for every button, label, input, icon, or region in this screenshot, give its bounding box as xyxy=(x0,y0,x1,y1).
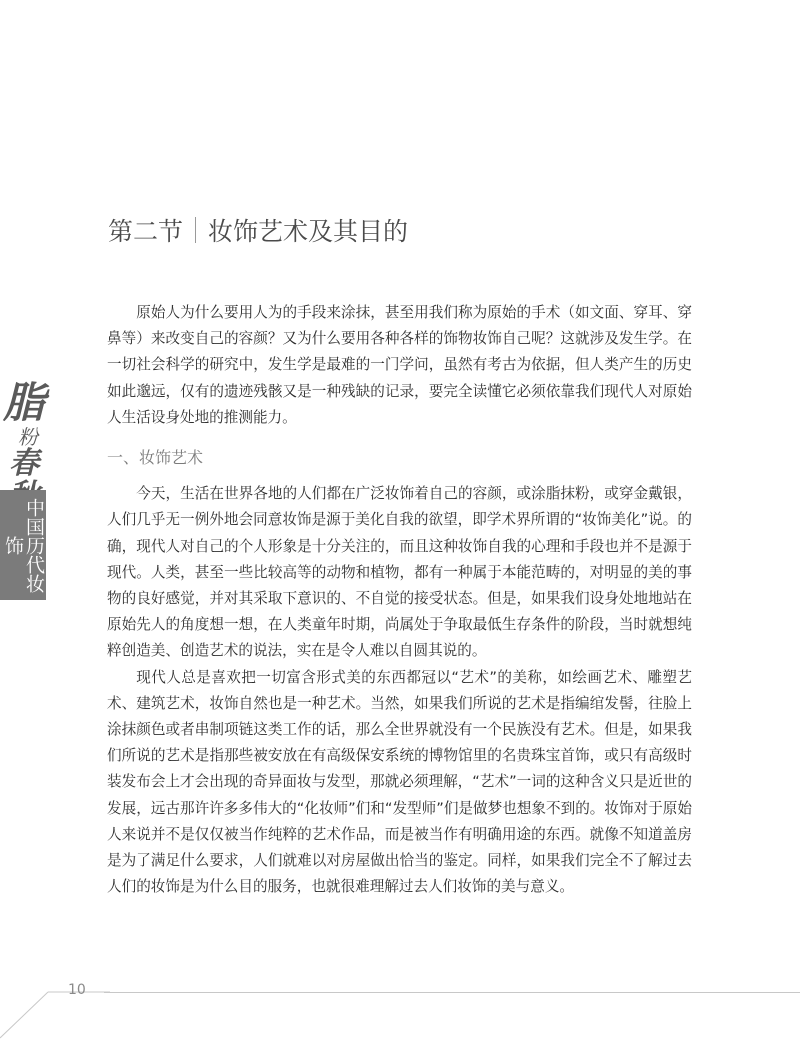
section-heading xyxy=(108,212,408,248)
body-text xyxy=(107,300,692,900)
calligraphy-char-3: 春 xyxy=(9,446,39,481)
calligraphy-char-1: 脂 xyxy=(2,378,45,427)
intro-paragraph: 原始人为什么要用人为的手段来涂抹，甚至用我们称为原始的手术（如文面、穿耳、穿鼻等）来改变自己的容颜？又为什么要用各种各样的饰物妆饰自己呢？这就涉及发生学。在一切社会科学的研究中，发生学是最难的一门学问，虽然有考古为依据，但人类产生的历史如此邈远，仅有的遗迹残骸又是一种残缺的记录，要完全读懂它必须依靠我们现代人对原始人生活设身处地的推测能力。 xyxy=(107,304,692,426)
paragraph-3: 现代人总是喜欢把一切富含形式美的东西都冠以“艺术”的美称，如绘画艺术、雕塑艺术、建筑艺术，妆饰自然也是一种艺术。当然，如果我们所说的艺术是指编绾发髻，往脸上涂抹颜色或者串制项链这类工作的话，那么全世界就没有一个民族没有艺术。但是，如果我们所说的艺术是指那些被安放在有高级保安系统的博物馆里的名贵珠宝首饰，或只有高级时装发布会上才会出现的奇异面妆与发型，那就必须理解，“艺术”一词的这种含义只是近世的发展，远古那许许多多伟大的“化妆师”们和“发型师”们是做梦也想象不到的。妆饰对于原始人来说并不是仅仅被当作纯粹的艺术作品，而是被当作有明确用途的东西。就像不知道盖房是为了满足什么要求，人们就难以对房屋做出恰当的鉴定。同样，如果我们完全不了解过去人们的妆饰是为什么目的服务，也就很难理解过去人们妆饰的美与意义。 xyxy=(107,668,692,896)
subsection-title: 一、妆饰艺术 xyxy=(107,448,204,468)
footer-rule xyxy=(104,992,800,993)
paragraph-2: 今天，生活在世界各地的人们都在广泛妆饰着自己的容颜，或涂脂抹粉，或穿金戴银，人们几乎无一例外地会同意妆饰是源于美化自我的欲望，即学术界所谓的“妆饰美化”说。的确，现代人对自己的个人形象是十分关注的，而且这种妆饰自我的心理和手段也并不是源于现代。人类，甚至一些比较高等的动物和植物，都有一种属于本能范畴的，对明显的美的事物的良好感觉，并对其采取下意识的、不自觉的接受状态。但是，如果我们设身处地地站在原始先人的角度想一想，在人类童年时期，尚属处于争取最低生存条件的阶段，当时就想纯粹创造美、创造艺术的说法，实在是令人难以自圆其说的。 xyxy=(107,485,692,660)
footer-corner-decoration xyxy=(0,960,110,1040)
calligraphy-char-2: 粉 xyxy=(18,425,38,449)
page-number: 10 xyxy=(68,982,86,998)
section-title-text: 妆饰艺术及其目的 xyxy=(208,217,409,246)
heading-divider xyxy=(195,217,196,243)
book-title-band: 中国历代妆饰 xyxy=(0,490,46,600)
section-number: 第二节 xyxy=(108,217,184,246)
